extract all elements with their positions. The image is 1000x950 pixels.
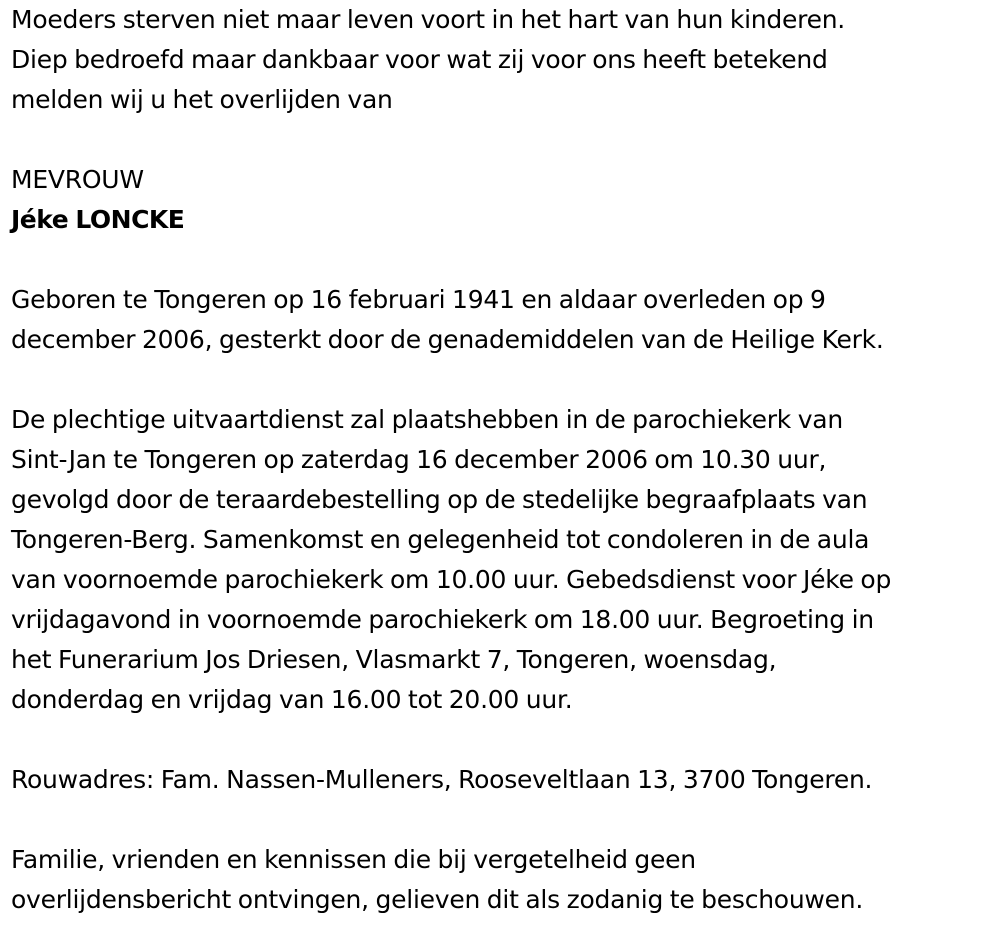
birth-line: december 2006, gesterkt door de genademiddelen van de Heilige Kerk.	[11, 325, 884, 354]
deceased-title: MEVROUW	[11, 165, 144, 194]
paragraph-spacer	[11, 800, 996, 840]
intro-line: Diep bedroefd maar dankbaar voor wat zij voor ons heeft betekend	[11, 45, 828, 74]
mourning-address: Rouwadres: Fam. Nassen-Mulleners, Rooseveltlaan 13, 3700 Tongeren.	[11, 765, 873, 794]
birth-line: Geboren te Tongeren op 16 februari 1941 en aldaar overleden op 9	[11, 285, 826, 314]
paragraph-spacer	[11, 240, 996, 280]
service-line: Sint-Jan te Tongeren op zaterdag 16 december 2006 om 10.30 uur,	[11, 445, 827, 474]
intro-line: Moeders sterven niet maar leven voort in het hart van hun kinderen.	[11, 5, 846, 34]
service-line: Tongeren-Berg. Samenkomst en gelegenheid tot condoleren in de aula	[11, 525, 870, 554]
deceased-name: Jéke LONCKE	[11, 205, 185, 234]
service-line: gevolgd door de teraardebestelling op de stedelijke begraafplaats van	[11, 485, 868, 514]
intro-paragraph	[11, 0, 996, 120]
obituary-notice	[11, 0, 996, 920]
paragraph-spacer	[11, 360, 996, 400]
closing-paragraph	[11, 840, 996, 920]
service-line: van voornoemde parochiekerk om 10.00 uur. Gebedsdienst voor Jéke op	[11, 565, 892, 594]
birth-death-paragraph	[11, 280, 996, 360]
closing-line: Familie, vrienden en kennissen die bij vergetelheid geen	[11, 845, 696, 874]
service-line: donderdag en vrijdag van 16.00 tot 20.00 uur.	[11, 685, 573, 714]
service-line: De plechtige uitvaartdienst zal plaatshebben in de parochiekerk van	[11, 405, 843, 434]
paragraph-spacer	[11, 120, 996, 160]
funeral-service-paragraph	[11, 400, 996, 720]
service-line: vrijdagavond in voornoemde parochiekerk om 18.00 uur. Begroeting in	[11, 605, 874, 634]
service-line: het Funerarium Jos Driesen, Vlasmarkt 7, Tongeren, woensdag,	[11, 645, 777, 674]
paragraph-spacer	[11, 720, 996, 760]
closing-line: overlijdensbericht ontvingen, gelieven dit als zodanig te beschouwen.	[11, 885, 864, 914]
intro-line: melden wij u het overlijden van	[11, 85, 393, 114]
